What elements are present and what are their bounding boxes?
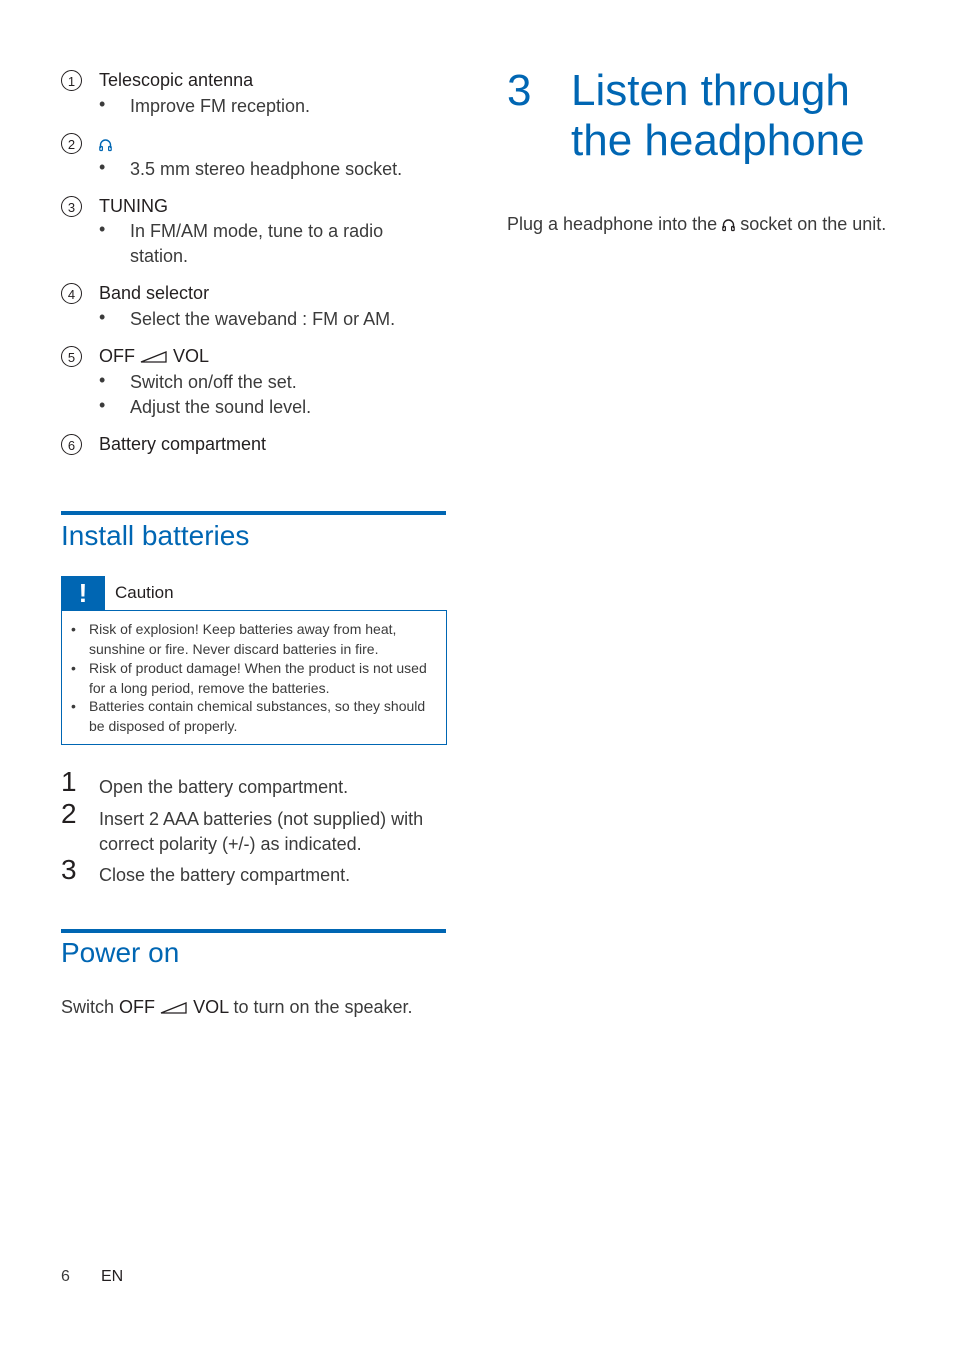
step-text: Close the battery compartment. xyxy=(99,865,351,885)
exclamation-icon: ! xyxy=(61,576,105,610)
off-label: OFF xyxy=(99,346,135,366)
bullet-dot: • xyxy=(99,395,106,415)
section-rule xyxy=(61,929,446,933)
caution-text: Batteries contain chemical substances, so they should be disposed of properly. xyxy=(89,698,426,734)
control-title-telescopic-antenna: Telescopic antenna xyxy=(99,70,254,90)
bullet-text: Select the waveband : FM or AM. xyxy=(130,309,396,329)
language-code: EN xyxy=(101,1268,124,1285)
chapter-title-line: the headphone xyxy=(571,116,865,165)
caution-text: Risk of product damage! When the product is not used for a long period, remove the batteries. xyxy=(89,660,427,696)
headphone-icon xyxy=(722,218,735,232)
caution-label: Caution xyxy=(115,583,174,602)
power-text-before: Switch xyxy=(61,997,115,1017)
section-title-install-batteries: Install batteries xyxy=(61,520,250,551)
step-text: Open the battery compartment. xyxy=(99,777,349,797)
chapter-title-line: Listen through xyxy=(571,66,850,115)
chapter-text-before: Plug a headphone into the xyxy=(507,214,718,234)
callout-number-5: 5 xyxy=(61,346,82,367)
vol-label: VOL xyxy=(193,997,229,1017)
callout-number-4: 4 xyxy=(61,283,82,304)
bullet-text: 3.5 mm stereo headphone socket. xyxy=(130,159,403,179)
bullet-text: Improve FM reception. xyxy=(130,96,311,116)
step-number: 3 xyxy=(61,854,77,885)
bullet-dot: • xyxy=(99,370,106,390)
bullet-dot: • xyxy=(99,157,106,177)
callout-number-1: 1 xyxy=(61,70,82,91)
page-number: 6 xyxy=(61,1268,70,1285)
control-title-tuning: TUNING xyxy=(99,196,168,216)
off-label: OFF xyxy=(119,997,156,1017)
bullet-text: Switch on/off the set. xyxy=(130,372,297,392)
step-number: 2 xyxy=(61,798,77,829)
step-number: 1 xyxy=(61,766,77,797)
bullet-dot: • xyxy=(71,698,76,714)
bullet-dot: • xyxy=(99,94,106,114)
bullet-dot: • xyxy=(99,307,106,327)
vol-label: VOL xyxy=(173,346,210,366)
callout-number-6: 6 xyxy=(61,434,82,455)
chapter-text-after: socket on the unit. xyxy=(740,214,887,234)
power-text-after: to turn on the speaker. xyxy=(233,997,413,1017)
volume-wedge-icon xyxy=(160,1002,188,1014)
volume-wedge-icon xyxy=(140,351,168,363)
chapter-title xyxy=(571,66,865,166)
step-text: Insert 2 AAA batteries (not supplied) with correct polarity (+/-) as indicated. xyxy=(99,809,424,854)
bullet-text: In FM/AM mode, tune to a radio station. xyxy=(130,221,384,266)
caution-box xyxy=(61,610,447,745)
control-title-battery-compartment: Battery compartment xyxy=(99,434,267,454)
bullet-text: Adjust the sound level. xyxy=(130,397,312,417)
power-on-text xyxy=(61,997,413,1018)
section-title-power-on: Power on xyxy=(61,937,180,968)
callout-number-3: 3 xyxy=(61,196,82,217)
chapter-intro xyxy=(507,214,886,235)
control-title-band-selector: Band selector xyxy=(99,283,210,303)
chapter-number: 3 xyxy=(507,66,532,115)
bullet-dot: • xyxy=(71,621,76,637)
caution-text: Risk of explosion! Keep batteries away from heat, sunshine or fire. Never discard batteries in fire. xyxy=(89,621,397,657)
headphone-icon xyxy=(99,134,112,155)
section-rule xyxy=(61,511,446,515)
bullet-dot: • xyxy=(71,660,76,676)
callout-number-2: 2 xyxy=(61,133,82,154)
bullet-dot: • xyxy=(99,219,106,239)
control-title-off-vol xyxy=(99,346,209,367)
caution-header xyxy=(61,576,446,610)
